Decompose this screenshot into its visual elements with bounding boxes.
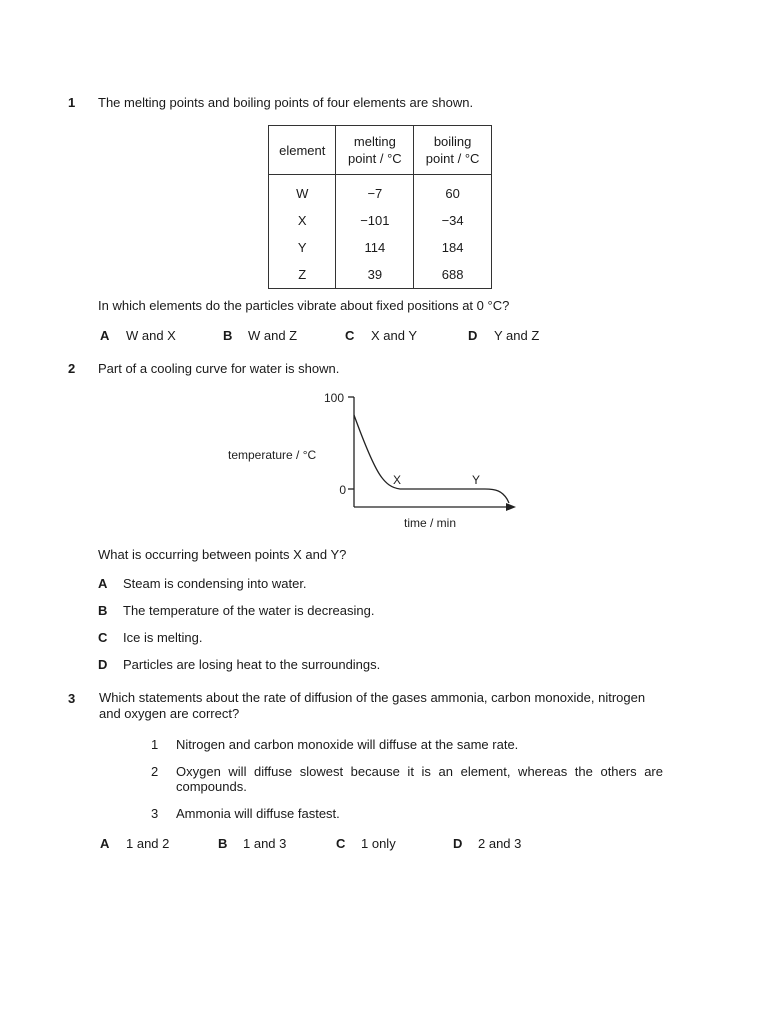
cooling-curve-line xyxy=(354,415,509,503)
question-2-number: 2 xyxy=(68,361,76,376)
question-3-stem-line1: Which statements about the rate of diffusion of the gases ammonia, carbon monoxide, nitrogen xyxy=(99,690,646,705)
statement-2-number: 2 xyxy=(151,764,159,779)
question-3-number: 3 xyxy=(68,691,76,706)
q3-option-b-text[interactable]: 1 and 3 xyxy=(243,836,287,851)
q3-option-c-letter: C xyxy=(336,836,346,851)
q2-option-c-text[interactable]: Ice is melting. xyxy=(123,630,203,645)
q1-option-c-letter: C xyxy=(345,328,355,343)
table-cell: Y xyxy=(269,234,336,261)
table-cell: 114 xyxy=(336,234,414,261)
y-tick-0-label: 0 xyxy=(339,483,346,497)
q2-option-a-text[interactable]: Steam is condensing into water. xyxy=(123,576,307,591)
table-row xyxy=(269,261,492,289)
question-2-stem: Part of a cooling curve for water is shown. xyxy=(98,361,340,376)
table-header-melting xyxy=(336,126,414,175)
q1-option-d-text[interactable]: Y and Z xyxy=(494,328,540,343)
q2-option-a-letter: A xyxy=(98,576,108,591)
point-y-label: Y xyxy=(471,473,481,487)
melting-boiling-table xyxy=(268,125,492,289)
table-header-element: element xyxy=(269,126,336,175)
table-cell: −7 xyxy=(336,175,414,208)
q3-option-a-letter: A xyxy=(100,836,110,851)
q3-option-d-letter: D xyxy=(453,836,463,851)
q2-option-b-text[interactable]: The temperature of the water is decreasing. xyxy=(123,603,375,618)
q1-option-c-text[interactable]: X and Y xyxy=(371,328,418,343)
q1-option-b-text[interactable]: W and Z xyxy=(248,328,298,343)
q3-option-a-text[interactable]: 1 and 2 xyxy=(126,836,170,851)
statement-3-number: 3 xyxy=(151,806,159,821)
q3-option-b-letter: B xyxy=(218,836,228,851)
q2-option-d-text[interactable]: Particles are losing heat to the surroundings. xyxy=(123,657,381,672)
table-row xyxy=(269,207,492,234)
x-axis-label: time / min xyxy=(403,516,457,530)
x-axis-arrow-icon xyxy=(506,503,516,511)
question-2-prompt: What is occurring between points X and Y? xyxy=(98,547,347,562)
q3-option-d-text[interactable]: 2 and 3 xyxy=(478,836,522,851)
question-1-prompt: In which elements do the particles vibrate about fixed positions at 0 °C? xyxy=(98,298,510,313)
q2-option-d-letter: D xyxy=(98,657,108,672)
table-cell: −34 xyxy=(414,207,492,234)
point-x-label: X xyxy=(392,473,402,487)
table-cell: 60 xyxy=(414,175,492,208)
statement-3-text: Ammonia will diffuse fastest. xyxy=(176,806,340,821)
q1-option-a-text[interactable]: W and X xyxy=(126,328,176,343)
table-header-melting-text: melting point / °C xyxy=(348,134,402,166)
statement-1-text: Nitrogen and carbon monoxide will diffuse at the same rate. xyxy=(176,737,519,752)
table-header-boiling xyxy=(414,126,492,175)
y-axis-label: temperature / °C xyxy=(228,448,317,462)
q1-option-d-letter: D xyxy=(468,328,478,343)
table-header-row xyxy=(269,126,492,175)
table-row xyxy=(269,234,492,261)
q2-option-b-letter: B xyxy=(98,603,108,618)
table-cell: 688 xyxy=(414,261,492,289)
q3-option-c-text[interactable]: 1 only xyxy=(361,836,396,851)
table-row xyxy=(269,175,492,208)
y-tick-100-label: 100 xyxy=(323,391,344,405)
table-cell: 184 xyxy=(414,234,492,261)
table-cell: Z xyxy=(269,261,336,289)
table-header-boiling-text: boiling point / °C xyxy=(425,134,480,166)
table-cell: −101 xyxy=(336,207,414,234)
q1-option-b-letter: B xyxy=(223,328,233,343)
cooling-curve-graph xyxy=(220,385,530,535)
question-1-stem: The melting points and boiling points of four elements are shown. xyxy=(98,95,474,110)
table-cell: W xyxy=(269,175,336,208)
table-cell: 39 xyxy=(336,261,414,289)
statement-1-number: 1 xyxy=(151,737,159,752)
table-cell: X xyxy=(269,207,336,234)
q2-option-c-letter: C xyxy=(98,630,108,645)
question-1-number: 1 xyxy=(68,95,76,110)
q1-option-a-letter: A xyxy=(100,328,110,343)
question-3-stem-line2: and oxygen are correct? xyxy=(99,706,240,721)
statement-2-text: Oxygen will diffuse slowest because it is an element, whereas the others are compounds. xyxy=(176,764,663,794)
